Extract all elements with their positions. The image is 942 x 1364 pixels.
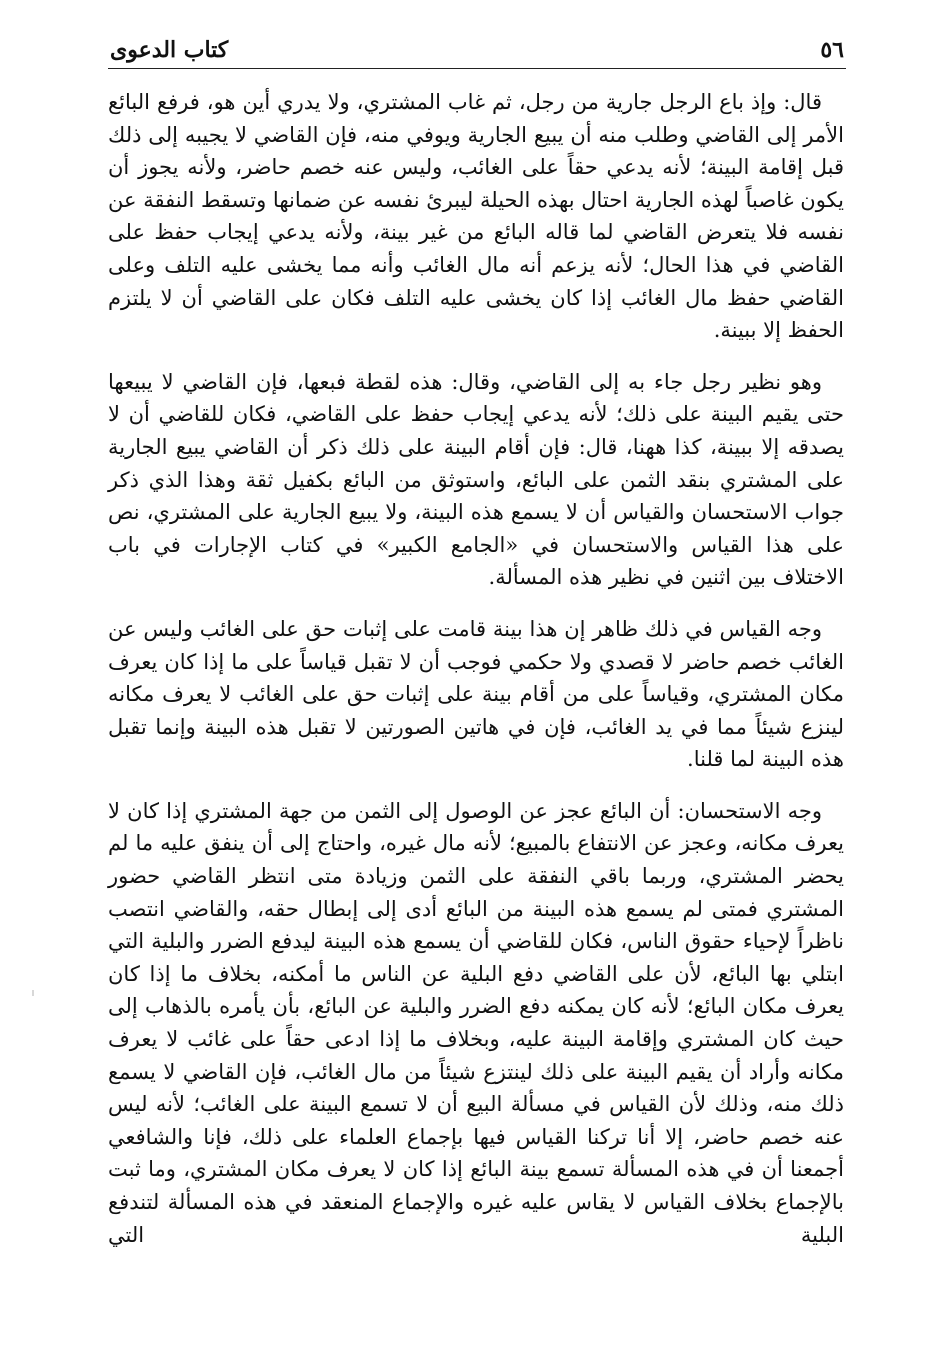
paragraph: وجه القياس في ذلك ظاهر إن هذا بينة قامت على إثبات حق على الغائب وليس عن الغائب خصم حاضر لا قصدي ولا حكمي فوجب أن لا تقبل قياساً على ما إذا كان يعرف مكان المشتري، وقياساً على من أقام بينة على إثبات حق على الغائب لا يعرف مكانه لينزع شيئاً مما في يد الغائب، فإن في هاتين الصورتين لا تقبل هذه البينة وإنما تقبل هذه البينة لما قلنا. [108, 616, 844, 772]
header-divider [108, 68, 846, 69]
scan-speck [32, 990, 34, 996]
paragraph: قال: وإذ باع الرجل جارية من رجل، ثم غاب المشتري، ولا يدري أين هو، فرفع البائع الأمر إلى القاضي وطلب منه أن يبيع الجارية ويوفي منه، فإن القاضي لا يجيبه إلى ذلك قبل إقامة البينة؛ لأنه يدعي حقاً على الغائب، وليس عنه خصم حاضر، ولأنه يجوز أن يكون غاصباً لهذه الجارية احتال بهذه الحيلة ليبرئ نفسه عن ضمانها وتسقط النفقة عن نفسه فلا يتعرض القاضي لما قاله البائع من غير بينة، ولأنه يدعي إيجاب حفظ على القاضي في هذا الحال؛ لأنه يزعم أنه مال الغائب وأنه مما يخشى عليه التلف وعلى القاضي حفظ مال الغائب إذا كان يخشى عليه التلف فكان على القاضي أن لا يلتزم الحفظ إلا ببينة. [108, 90, 844, 343]
page-body [108, 86, 844, 1251]
page-header [110, 30, 844, 64]
page-number: ٥٦ [820, 37, 844, 63]
paragraph: وهو نظير رجل جاء به إلى القاضي، وقال: هذه لقطة فبعها، فإن القاضي لا يبيعها حتى يقيم البينة على ذلك؛ لأنه يدعي إيجاب حفظ على القاضي، فكان للقاضي أن لا يصدقه إلا ببينة، كذا ههنا، قال: فإن أقام البينة على ذلك ذكر أن القاضي يبيع الجارية على المشتري بنقد الثمن على البائع، واستوثق من البائع بكفيل ثقة وهذا الذي ذكر جواب الاستحسان والقياس أن لا يسمع هذه البينة، ولا يبيع الجارية على المشتري، نص على هذا القياس والاستحسان في «الجامع الكبير» في كتاب الإجارات في باب الاختلاف بين اثنين في نظير هذه المسألة. [108, 369, 845, 590]
paragraph: وجه الاستحسان: أن البائع عجز عن الوصول إلى الثمن من جهة المشتري إذا كان لا يعرف مكانه، وعجز عن الانتفاع بالمبيع؛ لأنه مال غيره، واحتاج إلى أن ينفق عليه ما لم يحضر المشتري، وربما باقي النفقة على الثمن وزيادة متى انتظر القاضي حضور المشتري فمتى لم يسمع هذه البينة من البائع أدى إلى إبطال حقه، والقاضي انتصب ناظراً لإحياء حقوق الناس، فكان للقاضي أن يسمع هذه البينة ليدفع الضرر والبلية التي ابتلي بها البائع، لأن على القاضي دفع البلية عن الناس ما أمكنه، بخلاف ما إذا كان يعرف مكان البائع؛ لأنه كان يمكنه دفع الضرر والبلية عن البائع، بأن يأمره بالذهاب إلى حيث كان المشتري وإقامة البينة عليه، وبخلاف ما إذا ادعى حقاً على غائب لا يعرف مكانه وأراد أن يقيم البينة على ذلك لينتزع شيئاً من مال الغائب، فإن القاضي لا يسمع ذلك منه، وذلك لأن القياس في مسألة البيع أن لا تسمع البينة على الغائب؛ لأنه ليس عنه خصم حاضر، إلا أنا تركنا القياس فيها بإجماع العلماء على ذلك، فإنا والشافعي أجمعنا أن في هذه المسألة تسمع بينة البائع إذا كان لا يعرف مكان المشتري، وما ثبت بالإجماع بخلاف القياس لا يقاس عليه غيره والإجماع المنعقد في هذه المسألة لتندفع البلية التي [108, 798, 844, 1247]
book-title: كتاب الدعوى [110, 37, 229, 63]
